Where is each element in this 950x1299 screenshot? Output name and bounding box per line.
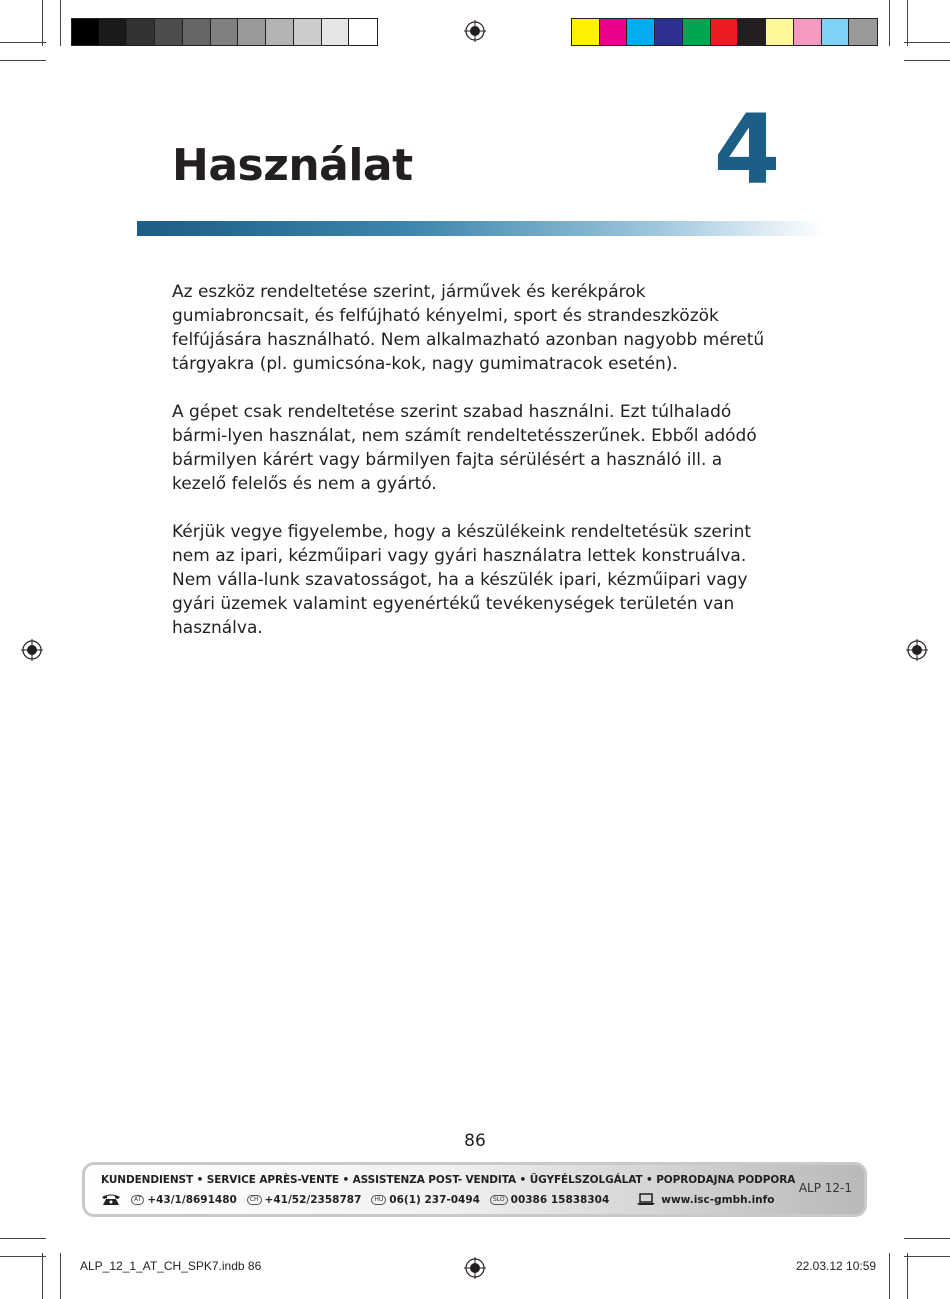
- color-swatch: [738, 19, 766, 45]
- phone-number: 00386 15838304: [510, 1193, 610, 1206]
- color-swatch: [766, 19, 794, 45]
- page-number: 86: [464, 1131, 486, 1151]
- model-code: ALP 12-1: [798, 1181, 852, 1195]
- color-swatch: [600, 19, 628, 45]
- gray-swatch: [183, 19, 211, 45]
- color-swatch: [683, 19, 711, 45]
- paragraph: Az eszköz rendeltetése szerint, járművek és kerékpárok gumiabroncsait, és felfújható kényelmi, sport és strandeszközök felfújására használható. Nem alkalmazható azonban nagyobb méretű tárgyakra (pl. gumicsóna-kok, nagy gumimatracok esetén).: [172, 282, 765, 374]
- country-code-badge: SLO: [490, 1195, 508, 1205]
- crop-mark: [904, 1256, 950, 1257]
- crop-mark: [0, 1238, 46, 1239]
- registration-mark-icon: [21, 639, 43, 661]
- gray-swatch: [100, 19, 128, 45]
- crop-mark: [60, 0, 61, 46]
- process-color-bar: [571, 18, 878, 46]
- crop-mark: [889, 0, 890, 46]
- page-title: Használat: [172, 140, 413, 191]
- crop-mark: [42, 0, 43, 46]
- crop-mark: [907, 0, 908, 46]
- crop-mark: [0, 1256, 46, 1257]
- crop-mark: [60, 1253, 61, 1299]
- slug-file-info: ALP_12_1_AT_CH_SPK7.indb 86: [80, 1259, 262, 1273]
- gray-swatch: [127, 19, 155, 45]
- body-text: [172, 280, 772, 664]
- country-code-badge: CH: [247, 1195, 262, 1205]
- website-link[interactable]: www.isc-gmbh.info: [661, 1193, 775, 1206]
- crop-mark: [889, 1253, 890, 1299]
- color-swatch: [794, 19, 822, 45]
- gray-swatch: [322, 19, 350, 45]
- color-swatch: [572, 19, 600, 45]
- gray-swatch: [294, 19, 322, 45]
- paragraph: Kérjük vegye figyelembe, hogy a készülékeink rendeltetésük szerint nem az ipari, kézműipari vagy gyári használatra lettek konstruálva. Nem válla-lunk szavatosságot, ha a készülék ipari, kézműipari vagy gyári üzemek valamint egyenértékű tevékenységek területén van használva.: [172, 522, 752, 638]
- paragraph: A gépet csak rendeltetése szerint szabad használni. Ezt túlhaladó bármi-lyen használat, nem számít rendeltetésszerűnek. Ebből adódó bármilyen kárért vagy bármilyen fajta sérülésért a használó ill. a kezelő felelős és nem a gyártó.: [172, 402, 757, 494]
- gray-swatch: [266, 19, 294, 45]
- service-heading: KUNDENDIENST • SERVICE APRÈS-VENTE • ASSISTENZA POST- VENDITA • ÜGYFÉLSZOLGÁLAT • POPRODAJNA PODPORA: [101, 1174, 796, 1186]
- gray-swatch: [211, 19, 239, 45]
- country-code-badge: AT: [131, 1195, 144, 1205]
- crop-mark: [907, 1253, 908, 1299]
- color-swatch: [627, 19, 655, 45]
- crop-mark: [904, 1238, 950, 1239]
- phone-number: +43/1/8691480: [147, 1193, 237, 1206]
- color-swatch: [849, 19, 877, 45]
- color-swatch: [711, 19, 739, 45]
- crop-mark: [904, 60, 950, 61]
- gray-swatch: [72, 19, 100, 45]
- laptop-icon: [637, 1193, 655, 1206]
- phone-number: +41/52/2358787: [264, 1193, 362, 1206]
- crop-mark: [42, 1253, 43, 1299]
- gray-swatch: [238, 19, 266, 45]
- telephone-icon: [101, 1193, 121, 1206]
- color-swatch: [655, 19, 683, 45]
- country-code-badge: HU: [371, 1195, 386, 1205]
- registration-mark-icon: [464, 1257, 486, 1279]
- registration-mark-icon: [464, 20, 486, 42]
- crop-mark: [904, 42, 950, 43]
- chapter-number: 4: [713, 94, 781, 206]
- gray-swatch: [155, 19, 183, 45]
- phone-number: 06(1) 237-0494: [389, 1193, 480, 1206]
- grayscale-color-bar: [71, 18, 378, 46]
- service-info-box: [82, 1162, 867, 1217]
- crop-mark: [0, 60, 46, 61]
- registration-mark-icon: [906, 639, 928, 661]
- slug-datetime: 22.03.12 10:59: [796, 1259, 877, 1273]
- header-gradient-bar: [137, 221, 825, 236]
- color-swatch: [822, 19, 850, 45]
- crop-mark: [0, 42, 46, 43]
- contact-row: [101, 1193, 774, 1206]
- gray-swatch: [349, 19, 377, 45]
